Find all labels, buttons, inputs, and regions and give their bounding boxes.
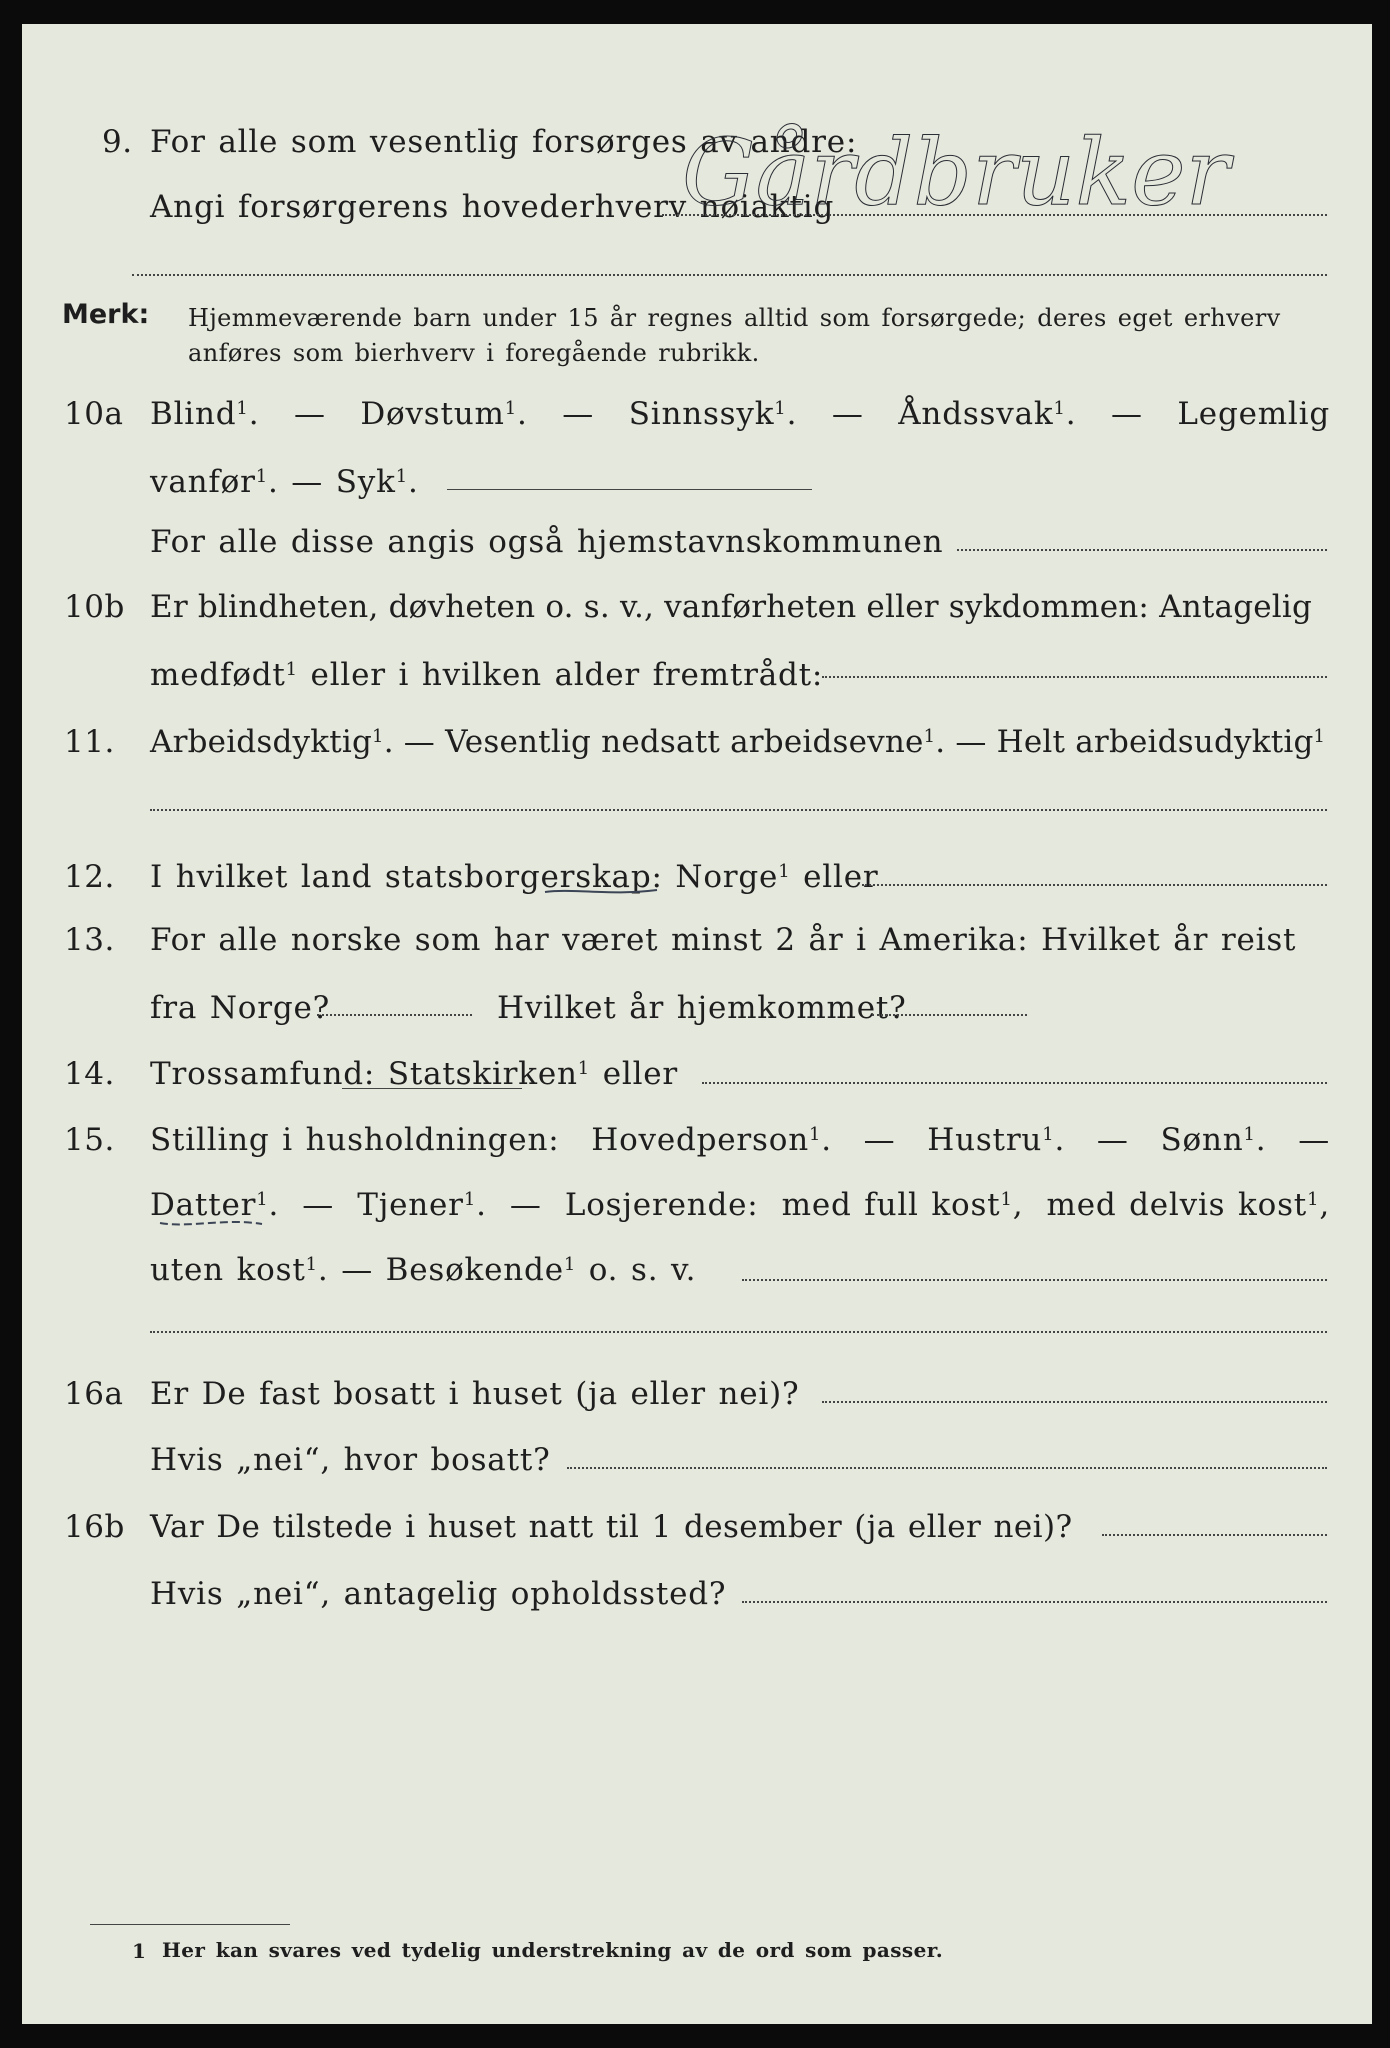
footnote-mark: 1 (132, 1939, 147, 1963)
q10b-line2: medfødt$^1$ eller i hvilken alder fremtrådt: (150, 657, 824, 693)
option-andssvak[interactable]: Åndssvak (898, 396, 1054, 432)
merk-text-line1: Hjemmeværende barn under 15 år regnes alltid som forsørgede; deres eget erhverv (188, 304, 1281, 332)
census-form-page (22, 24, 1372, 2024)
q9-question-line1: For alle som vesentlig forsørges av andre: (150, 124, 858, 160)
q13-number: 13. (64, 922, 115, 958)
option-dovstum[interactable]: Døvstum (360, 396, 505, 432)
footnote-rule (90, 1924, 290, 1925)
q10b-number: 10b (64, 589, 125, 625)
q15-line1: Stilling i husholdningen: Hovedperson$^1$. — Hustru$^1$. — Sønn$^1$. — (150, 1122, 1330, 1158)
option-besokende[interactable]: Besøkende (385, 1252, 564, 1288)
q12-line1: I hvilket land statsborgerskap: Norge$^1$ eller (150, 859, 879, 895)
option-syk[interactable]: Syk (335, 464, 396, 500)
q16a-answer-text: Ja (892, 1365, 988, 1477)
option-hustru[interactable]: Hustru (927, 1122, 1043, 1158)
q16a-number: 16a (64, 1376, 124, 1412)
q9-question-line2: Angi forsørgerens hovederhverv nøiaktig (150, 189, 835, 225)
q16b-line1: Var De tilstede i huset natt til 1 desember (ja eller nei)? (150, 1509, 1073, 1545)
q10a-line1: Blind$^1$. — Døvstum$^1$. — Sinnssyk$^1$. — Åndssvak$^1$. — Legemlig (150, 396, 1330, 432)
footnote-text: Her kan svares ved tydelig understrekning av de ord som passer. (162, 1938, 944, 1962)
q16b-handwritten-answer (1052, 1474, 1352, 1654)
q11-line1: Arbeidsdyktig$^1$. — Vesentlig nedsatt arbeidsevne$^1$. — Helt arbeidsudyktig$^1$ (150, 724, 1326, 760)
option-blind[interactable]: Blind (150, 396, 237, 432)
q12-answer-line (862, 884, 1327, 886)
q12-number: 12. (64, 859, 115, 895)
option-hovedperson[interactable]: Hovedperson (591, 1122, 809, 1158)
q14-line1: Trossamfund: Statskirken$^1$ eller (150, 1056, 679, 1092)
q10b-line1: Er blindheten, døvheten o. s. v., vanførheten eller sykdommen: Antagelig (150, 589, 1313, 625)
q14-number: 14. (64, 1056, 115, 1092)
datter-underline-mark (157, 1214, 267, 1232)
statskirken-underline-mark (342, 1088, 522, 1089)
q10b-answer-line (822, 676, 1327, 678)
q9-number: 9. (102, 124, 133, 160)
option-arbeidsudyktig[interactable]: Helt arbeidsudyktig (996, 724, 1314, 760)
q16a-line1: Er De fast bosatt i huset (ja eller nei)? (150, 1376, 800, 1412)
option-arbeidsdyktig[interactable]: Arbeidsdyktig (150, 724, 373, 760)
option-full-kost[interactable]: med full kost (781, 1187, 1001, 1223)
option-delvis-kost[interactable]: med delvis kost (1046, 1187, 1308, 1223)
q16b-answer-text: Ja (1082, 1492, 1186, 1614)
q15-line2: Datter$^1$. — Tjener$^1$. — Losjerende: med full kost$^1$, med delvis kost$^1$, (150, 1187, 1330, 1223)
q10a-line2: vanfør$^1$. — Syk$^1$. (150, 464, 419, 500)
merk-label: Merk: (62, 299, 150, 330)
q15-line3: uten kost$^1$. — Besøkende$^1$ o. s. v. (150, 1252, 697, 1288)
option-vanfor[interactable]: vanfør (150, 464, 256, 500)
q13-line1: For alle norske som har været minst 2 år i Amerika: Hvilket år reist (150, 922, 1297, 958)
q15-number: 15. (64, 1122, 115, 1158)
q13-year-left-field[interactable] (317, 1014, 472, 1016)
q10a-line3: For alle disse angis også hjemstavnskommunen (150, 524, 944, 560)
norge-underline-mark (542, 884, 662, 900)
option-legemlig[interactable]: Legemlig (1177, 396, 1330, 432)
option-tjener[interactable]: Tjener (357, 1187, 464, 1223)
option-sonn[interactable]: Sønn (1160, 1122, 1244, 1158)
q13-returned-label: Hvilket år hjemkommet? (497, 990, 907, 1026)
q13-from-norway-label: fra Norge? (150, 990, 331, 1026)
q10a-answer-line (447, 489, 812, 490)
option-norge[interactable]: Norge (675, 859, 779, 895)
q9-answer-text: Gårdbruker (682, 119, 1230, 226)
q13-year-returned-field[interactable] (872, 1014, 1027, 1016)
q11-answer-line (150, 809, 1327, 811)
option-statskirken[interactable]: Statskirken (387, 1056, 578, 1092)
q16b-number: 16b (64, 1509, 125, 1545)
q10a-number: 10a (64, 396, 124, 432)
q15-answer-line-2 (150, 1331, 1327, 1333)
option-datter[interactable]: Datter (150, 1187, 257, 1223)
q14-answer-line (702, 1082, 1327, 1084)
merk-text-line2: anføres som bierhverv i foregående rubrikk. (188, 339, 760, 367)
option-nedsatt-arbeidsevne[interactable]: Vesentlig nedsatt arbeidsevne (445, 724, 924, 760)
option-sinnssyk[interactable]: Sinnssyk (628, 396, 775, 432)
q10a-answer-line-2 (957, 549, 1327, 551)
option-uten-kost[interactable]: uten kost (150, 1252, 306, 1288)
option-medfodt[interactable]: medfødt (150, 657, 286, 693)
q9-handwritten-answer (662, 84, 1362, 304)
q16b-line2: Hvis „nei“, antagelig opholdssted? (150, 1576, 727, 1612)
q11-number: 11. (64, 724, 115, 760)
q16a-line2: Hvis „nei“, hvor bosatt? (150, 1442, 551, 1478)
q15-answer-line (742, 1279, 1327, 1281)
